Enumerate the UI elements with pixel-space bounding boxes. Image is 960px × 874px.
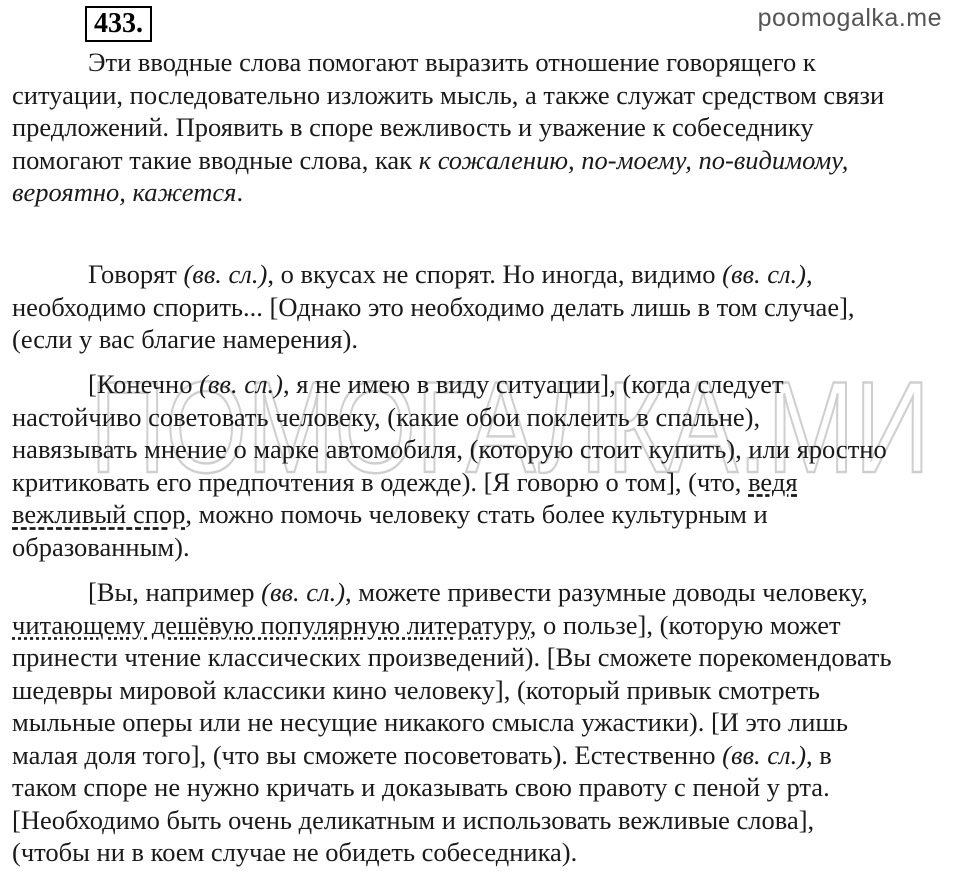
text-line: предложений. Проявить в споре вежливость и уважение к собеседнику xyxy=(12,112,814,142)
text-line xyxy=(12,368,947,401)
text-line: (если у вас благие намерения). xyxy=(12,324,358,354)
underlined-phrase: вежливый спор xyxy=(12,499,186,529)
paragraph-3 xyxy=(12,576,947,869)
text-segment: , можно помочь человеку стать более культурным и xyxy=(185,499,768,529)
text-segment: критиковать его предпочтения в одежде). [Я говорю о том], (что, xyxy=(12,466,749,497)
text-segment: малая доля того], (что вы сможете посоветовать). Естественно xyxy=(12,739,723,770)
text-line: шедевры мировой классики кино человеку], (который привык смотреть xyxy=(12,674,821,705)
text-segment: Говорят xyxy=(88,259,184,289)
text-line xyxy=(12,466,947,499)
text-line: Эти вводные слова помогают выразить отношение говорящего к xyxy=(88,47,816,77)
parenthetical-note: (вв. сл.) xyxy=(261,577,346,607)
text-line: навязывать мнение о марке автомобиля, (которую стоит купить), или яростно xyxy=(12,434,887,464)
text-line: принести чтение классических произведений). [Вы сможете порекомендовать xyxy=(12,642,892,672)
text-segment: , xyxy=(806,259,813,289)
watermark-text: ПОМОГАЛКА.МИ xyxy=(90,354,930,500)
text-segment: , можете привести разумные доводы человеку, xyxy=(345,577,868,607)
text-line: [Необходимо быть очень деликатным и использовать вежливые слова], xyxy=(12,804,815,835)
text-line: настойчиво советовать человеку, (какие обои поклеить в спальне), xyxy=(12,401,761,432)
text-segment: [Конечно xyxy=(88,369,200,399)
exercise-number: 433. xyxy=(85,6,152,42)
text-segment: , о вкусах не спорят. Но иногда, видимо xyxy=(267,259,723,289)
text-line xyxy=(12,576,947,609)
text-line xyxy=(12,609,947,642)
italic-words: вероятно, кажется xyxy=(12,177,237,207)
italic-words: к сожалению, по-моему, по-видимому, xyxy=(418,144,849,175)
paragraph-2 xyxy=(12,368,947,563)
text-line: таком споре не нужно кричать и доказывать свою правоту с пеной у рта. xyxy=(12,772,830,802)
underlined-phrase: ведя xyxy=(748,466,798,497)
underlined-phrase: читающему дешёвую популярную литературу xyxy=(12,609,530,640)
text-line xyxy=(12,498,947,531)
text-line: ситуации, последовательно изложить мысль, а также служат средством связи xyxy=(12,79,885,110)
text-segment: , в xyxy=(806,739,832,770)
paragraph-1 xyxy=(12,258,947,356)
paragraph-intro xyxy=(12,46,947,209)
site-name: poomogalka.me xyxy=(757,4,942,32)
text-line xyxy=(12,739,947,772)
parenthetical-note: (вв. сл.) xyxy=(199,369,283,399)
text-line: образованным). xyxy=(12,531,190,562)
text-segment: , я не имею в виду ситуации], (когда следует xyxy=(282,369,784,399)
text-segment: [Вы, например xyxy=(88,577,262,607)
text-line: необходимо спорить... [Однако это необходимо делать лишь в том случае], xyxy=(12,291,855,322)
text-line xyxy=(12,144,947,177)
text-line: мыльные оперы или не несущие никакого смысла ужастики). [И это лишь xyxy=(12,707,848,737)
text-segment: , о пользе], (которую может xyxy=(529,609,841,640)
parenthetical-note: (вв. сл.) xyxy=(722,739,807,770)
text-line: (чтобы ни в коем случае не обидеть собеседника). xyxy=(12,837,578,867)
text-line xyxy=(12,176,947,209)
parenthetical-note: (вв. сл.) xyxy=(722,259,807,289)
parenthetical-note: (вв. сл.) xyxy=(183,259,268,289)
text-line xyxy=(12,258,947,291)
text-segment: . xyxy=(236,177,244,207)
text-segment: помогают такие вводные слова, как xyxy=(12,144,419,175)
